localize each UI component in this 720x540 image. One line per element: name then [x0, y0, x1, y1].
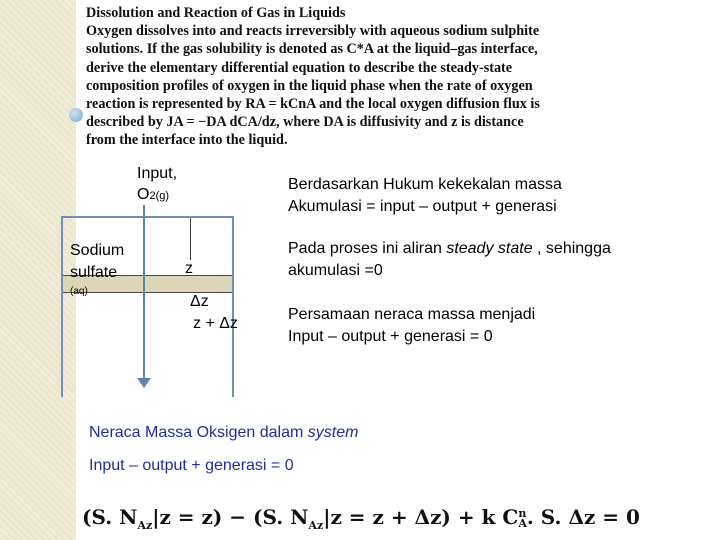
steady-post: , sehingga — [532, 240, 611, 257]
arrow-down-icon — [137, 378, 151, 388]
o2-main: O — [137, 186, 150, 203]
o2-subscript: 2(g) — [149, 190, 170, 202]
input-label: Input, — [137, 165, 178, 182]
eq-sup: n — [518, 506, 527, 520]
eq-part-3: |z = z + Δz) + k C — [323, 505, 519, 529]
eq-part-1: (S. N — [82, 505, 138, 529]
problem-line-6: described by JA = −DA dCA/dz, where DA is diffusivity and z is distance — [86, 114, 524, 131]
eq-part-2: |z = z) − (S. N — [152, 505, 309, 529]
problem-line-5: reaction is represented by RA = kCnA and the local oxygen diffusion flux is — [86, 96, 540, 113]
steady-italic: steady state — [446, 240, 533, 257]
steady-pre: Pada proses ini aliran — [288, 240, 447, 257]
oxygen-flow-arrow — [143, 205, 145, 380]
conservation-law-text: Berdasarkan Hukum kekekalan massa — [288, 176, 562, 193]
problem-line-2: solutions. If the gas solubility is denoted as C*A at the liquid–gas interface, — [86, 41, 538, 58]
z-plus-dz-label: z + Δz — [193, 315, 238, 332]
problem-statement — [86, 4, 586, 150]
neraca-italic: system — [307, 424, 359, 441]
eq-sub-3: A — [518, 516, 527, 530]
neraca-heading — [89, 422, 358, 444]
problem-line-1: Oxygen dissolves into and reacts irreversibly with aqueous sodium sulphite — [86, 23, 540, 40]
eq-sub-2: Az — [308, 519, 324, 532]
balance-intro: Persamaan neraca massa menjadi — [288, 306, 536, 323]
bullet-dot-icon — [69, 108, 83, 122]
z-label: z — [185, 260, 193, 277]
aq-label: (aq) — [70, 286, 88, 297]
eq-part-4: . S. Δz = 0 — [526, 505, 640, 529]
problem-line-7: from the interface into the liquid. — [86, 132, 288, 149]
sulfate-label: sulfate — [70, 264, 118, 281]
neraca-pre: Neraca Massa Oksigen dalam — [89, 424, 308, 441]
z-marker-line — [190, 218, 191, 260]
accumulation-zero: akumulasi =0 — [288, 262, 383, 279]
sodium-label: Sodium — [70, 242, 125, 259]
mass-balance-equation — [82, 505, 642, 537]
balance-equation: Input – output + generasi = 0 — [288, 328, 493, 345]
accumulation-equation: Akumulasi = input – output + generasi — [288, 198, 557, 215]
dz-label: Δz — [190, 293, 209, 310]
problem-line-3: derive the elementary differential equation to describe the steady-state — [86, 59, 513, 76]
o2-label — [137, 184, 169, 207]
eq-sub-1: Az — [137, 519, 153, 532]
problem-title: Dissolution and Reaction of Gas in Liquids — [86, 5, 346, 21]
problem-line-4: composition profiles of oxygen in the liquid phase when the rate of oxygen — [86, 77, 533, 94]
steady-state-text — [288, 238, 611, 260]
system-balance: Input – output + generasi = 0 — [89, 457, 294, 474]
